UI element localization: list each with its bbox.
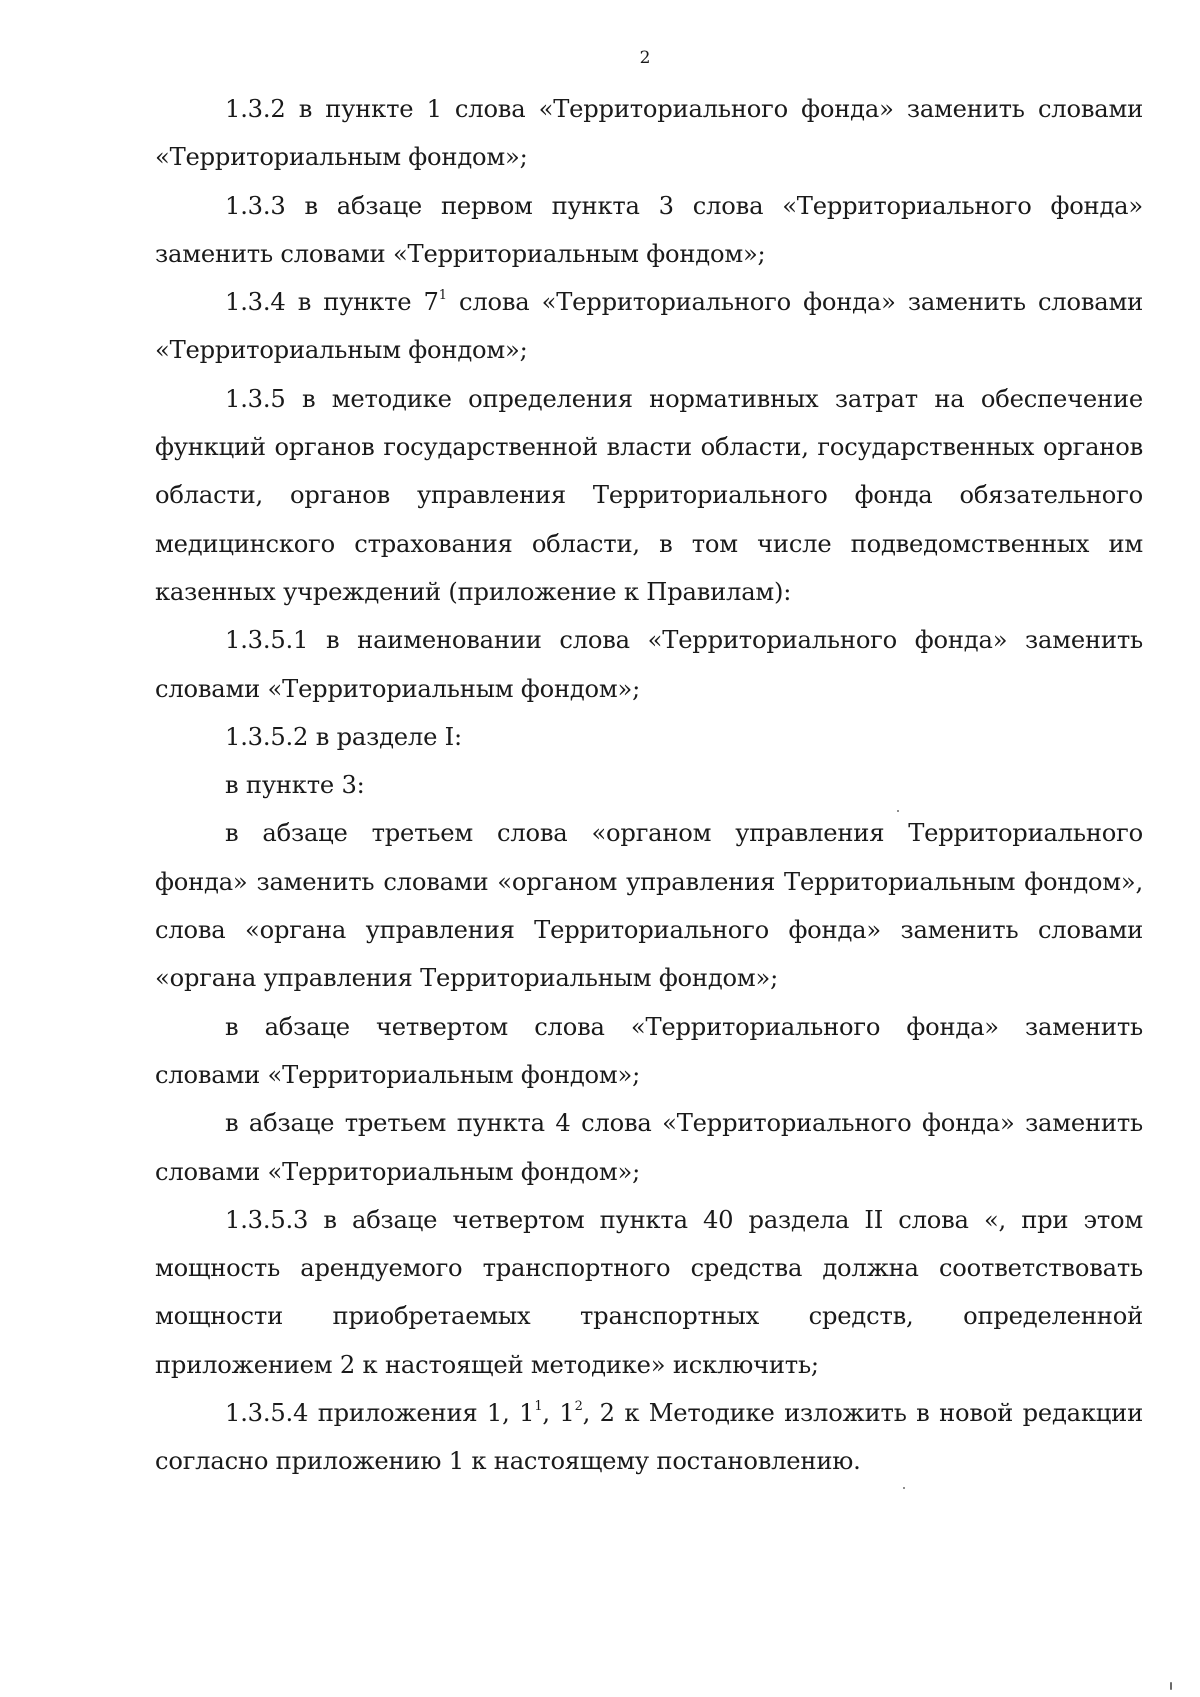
paragraph-1-3-4-start: 1.3.4 в пункте 7 (225, 288, 439, 317)
scan-speck (897, 810, 899, 812)
page-number: 2 (639, 48, 651, 68)
superscript-2: 2 (574, 1399, 583, 1415)
paragraph-1-3-4-end: слова «Территориального фонда» заменить словами «Территориальным фондом»; (155, 288, 1144, 365)
paragraph-1-3-5-3: 1.3.5.3 в абзаце четвертом пункта 40 раздела II слова «, при этом мощность арендуемого транспортного средства должна соответствовать мощности приобретаемых транспортных средств, определенной приложением 2 к настоящей методике» исключить; (155, 1205, 1143, 1379)
document-body (155, 85, 1143, 1486)
paragraph-abzac-third: в абзаце третьем слова «органом управления Территориального фонда» заменить словами «органом управления Территориальным фондом», слова «органа управления Территориального фонда» заменить словами «органа управления Территориальным фондом»; (155, 819, 1143, 993)
paragraph-1-3-5-4-seg3: , 2 к Методике изложить в новой редакции согласно приложению 1 к настоящему постановлению. (155, 1399, 1143, 1476)
superscript-1: 1 (534, 1399, 543, 1415)
paragraph-1-3-5-4-seg2: , 1 (542, 1399, 575, 1428)
paragraph-point-3: в пункте 3: (225, 771, 365, 800)
paragraph-1-3-2: 1.3.2 в пункте 1 слова «Территориального фонда» заменить словами «Территориальным фондом»; (155, 95, 1143, 172)
paragraph-1-3-5: 1.3.5 в методике определения нормативных затрат на обеспечение функций органов государственной власти области, государственных органов области, органов управления Территориального фонда обязательного медицинского страхования области, в том числе подведомственных им казенных учреждений (приложение к Правилам): (155, 384, 1143, 606)
paragraph-point-4: в абзаце третьем пункта 4 слова «Территориального фонда» заменить словами «Территориальным фондом»; (155, 1109, 1143, 1186)
paragraph-1-3-5-4-seg1: 1.3.5.4 приложения 1, 1 (225, 1399, 535, 1428)
paragraph-1-3-5-1: 1.3.5.1 в наименовании слова «Территориального фонда» заменить словами «Территориальным фондом»; (155, 626, 1143, 703)
paragraph-1-3-4 (155, 278, 1143, 375)
paragraph-1-3-5-2: 1.3.5.2 в разделе I: (225, 722, 462, 751)
superscript-1: 1 (438, 288, 447, 304)
paragraph-abzac-fourth: в абзаце четвертом слова «Территориального фонда» заменить словами «Территориальным фондом»; (155, 1012, 1143, 1089)
paragraph-1-3-3: 1.3.3 в абзаце первом пункта 3 слова «Территориального фонда» заменить словами «Территориальным фондом»; (155, 191, 1143, 268)
paragraph-1-3-5-4 (155, 1389, 1143, 1486)
scan-speck (903, 1487, 905, 1489)
scan-speck (1170, 1682, 1172, 1690)
